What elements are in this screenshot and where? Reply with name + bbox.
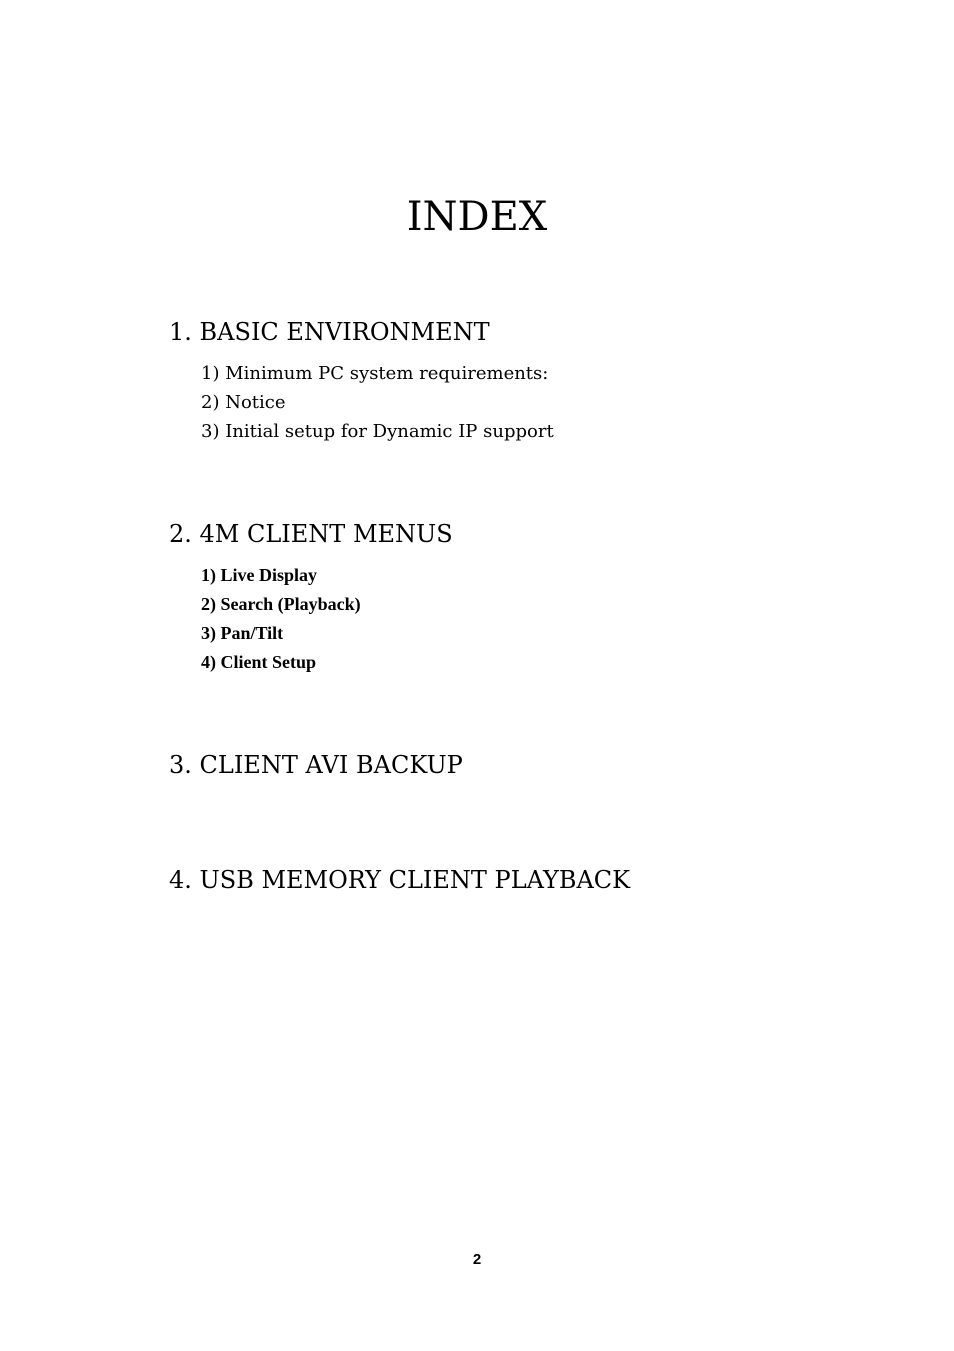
section-heading: 1. BASIC ENVIRONMENT	[169, 318, 490, 346]
section-basic-environment	[169, 317, 869, 446]
subsection-item: 3) Pan/Tilt	[201, 623, 284, 643]
subsection-item: 2) Notice	[201, 392, 286, 413]
section-heading: 3. CLIENT AVI BACKUP	[169, 751, 463, 779]
page-number: 2	[472, 1251, 482, 1268]
subsection-list	[169, 561, 869, 677]
subsection-item: 2) Search (Playback)	[201, 594, 361, 614]
section-avi-backup	[169, 750, 869, 780]
subsection-item: 1) Live Display	[201, 565, 318, 585]
page-title: INDEX	[406, 194, 548, 240]
section-heading: 4. USB MEMORY CLIENT PLAYBACK	[169, 866, 631, 894]
subsection-list	[169, 359, 869, 446]
subsection-item: 3) Initial setup for Dynamic IP support	[201, 421, 554, 442]
subsection-item: 1) Minimum PC system requirements:	[201, 363, 549, 384]
section-usb-playback	[169, 865, 869, 895]
section-heading: 2. 4M CLIENT MENUS	[169, 520, 453, 548]
section-client-menus	[169, 519, 869, 677]
subsection-item: 4) Client Setup	[201, 652, 317, 672]
